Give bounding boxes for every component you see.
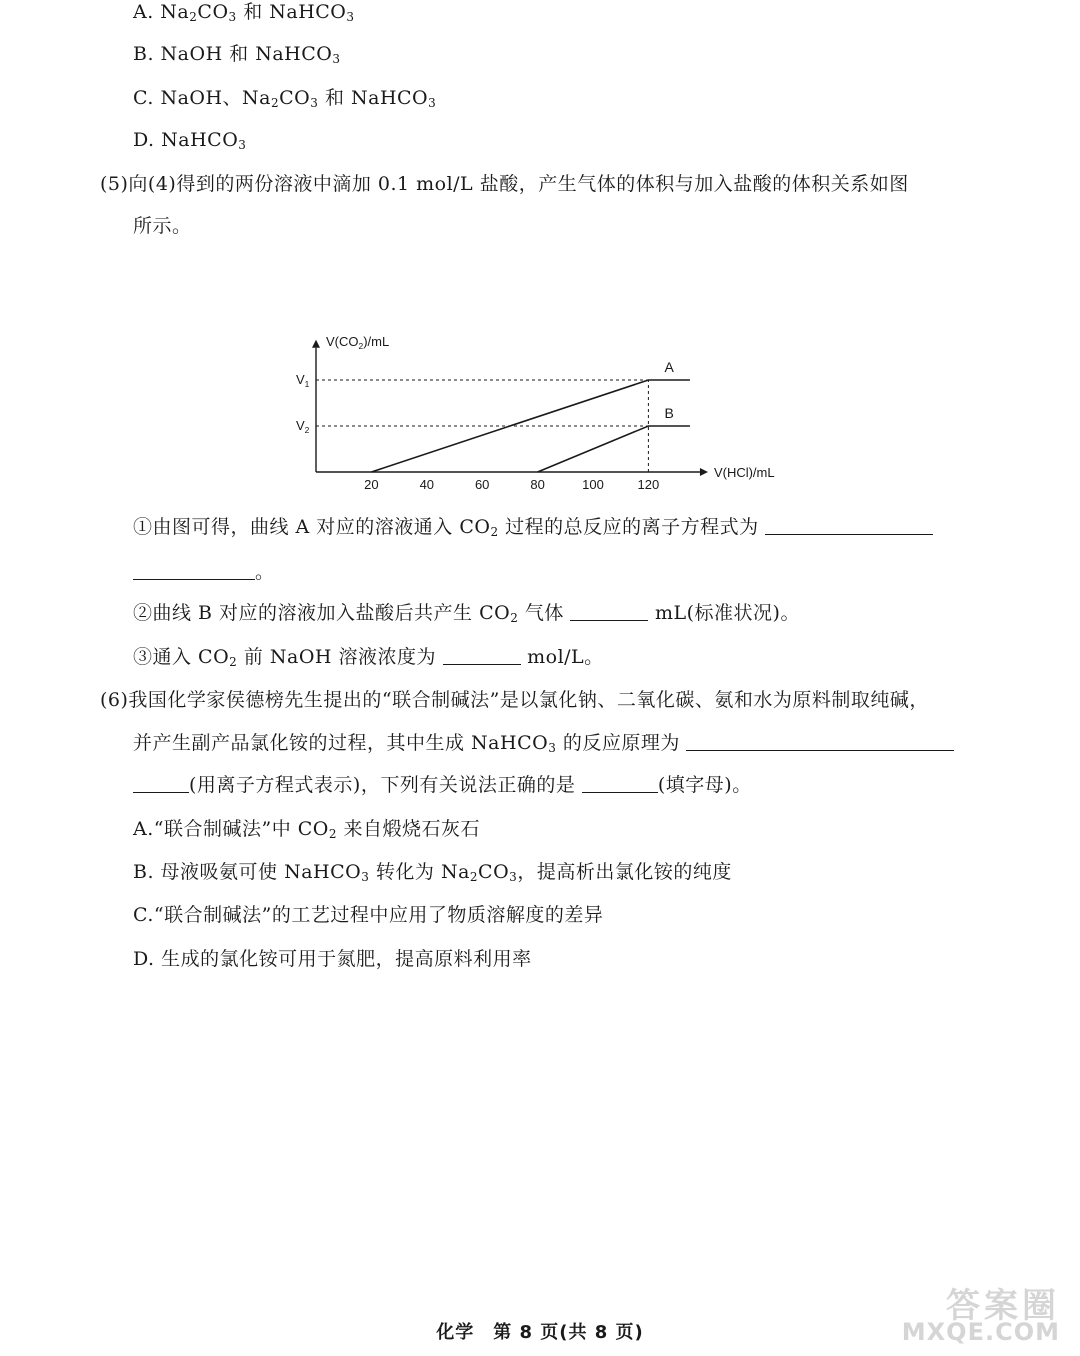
answer-blank-1b[interactable] [133,561,255,580]
watermark-logo [896,1278,1066,1348]
option-a: A. $Na_2CO_3$ 和 NaHCO$_3$ [133,1,355,24]
y-axis-label: $V(CO_2)/mL$ [326,333,390,351]
y-tick-V2: $V_2$ [296,418,310,435]
answer-blank-3[interactable] [443,646,521,665]
q6-stem-line1: (6)我国化学家侯德榜先生提出的“联合制碱法”是以氯化钠、二氧化碳、氨和水为原料制取纯碱， [100,689,929,711]
q6-stem-line2: 并产生副产品氯化铵的过程，其中生成 NaHCO$_3$ 的反应原理为 [133,731,954,755]
x-tick-20: 20 [364,477,379,492]
x-axis-arrow [700,468,708,476]
page-footer: 化学 第 8 页(共 8 页) [436,1322,644,1343]
answer-blank-2[interactable] [570,602,648,621]
curve-label-B: B [664,405,674,421]
option-b: B. NaOH 和 NaHCO$_3$ [133,43,341,66]
answer-blank-4b[interactable] [133,774,189,793]
q5-sub2: ②曲线 B 对应的溶液加入盐酸后共产生 $CO_2$ 气体 mL(标准状况)。 [133,602,800,625]
q5-sub3: ③通入 $CO_2$ 前 NaOH 溶液浓度为 mol/L。 [133,646,604,669]
q6-option-a: A.“联合制碱法”中 $CO_2$ 来自煅烧石灰石 [133,818,481,841]
x-tick-40: 40 [419,477,435,492]
x-axis-label: V(HCl)/mL [713,465,775,480]
watermark-text: 答案圈 [946,1286,1060,1326]
watermark-url: MXQE.COM [901,1318,1060,1346]
q6-option-c: C.“联合制碱法”的工艺过程中应用了物质溶解度的差异 [133,904,604,926]
q5-stem-line2: 所示。 [133,215,192,237]
q6-option-b: B. 母液吸氨可使 NaHCO$_3$ 转化为 $Na_2CO_3$，提高析出氯化铵的纯度 [133,861,732,884]
q5-sub1: ①由图可得，曲线 A 对应的溶液通入 $CO_2$ 过程的总反应的离子方程式为 [133,515,933,539]
q5-sub1-cont: 。 [133,560,275,584]
q6-stem-line3: (用离子方程式表示)，下列有关说法正确的是 (填字母)。 [133,773,752,797]
x-tick-100: 100 [582,477,604,492]
y-tick-V1: $V_1$ [296,372,310,389]
curve-label-A: A [664,359,674,375]
q5-stem-line1: (5)向(4)得到的两份溶液中滴加 0.1 mol/L 盐酸，产生气体的体积与加入盐酸的体积关系如图 [100,173,909,195]
q6-option-d: D. 生成的氯化铵可用于氮肥，提高原料利用率 [133,948,532,970]
answer-blank-4a[interactable] [686,732,954,751]
curve-B [538,426,690,472]
y-axis-arrow [312,340,320,348]
answer-blank-5[interactable] [582,774,658,793]
x-tick-120: 120 [637,477,660,492]
volume-chart [280,250,820,500]
option-c: C. NaOH、$Na_2CO_3$ 和 NaHCO$_3$ [133,87,437,110]
option-d: D. NaHCO$_3$ [133,129,247,152]
x-tick-60: 60 [474,477,490,492]
answer-blank-1a[interactable] [765,516,933,535]
x-tick-80: 80 [530,477,545,492]
